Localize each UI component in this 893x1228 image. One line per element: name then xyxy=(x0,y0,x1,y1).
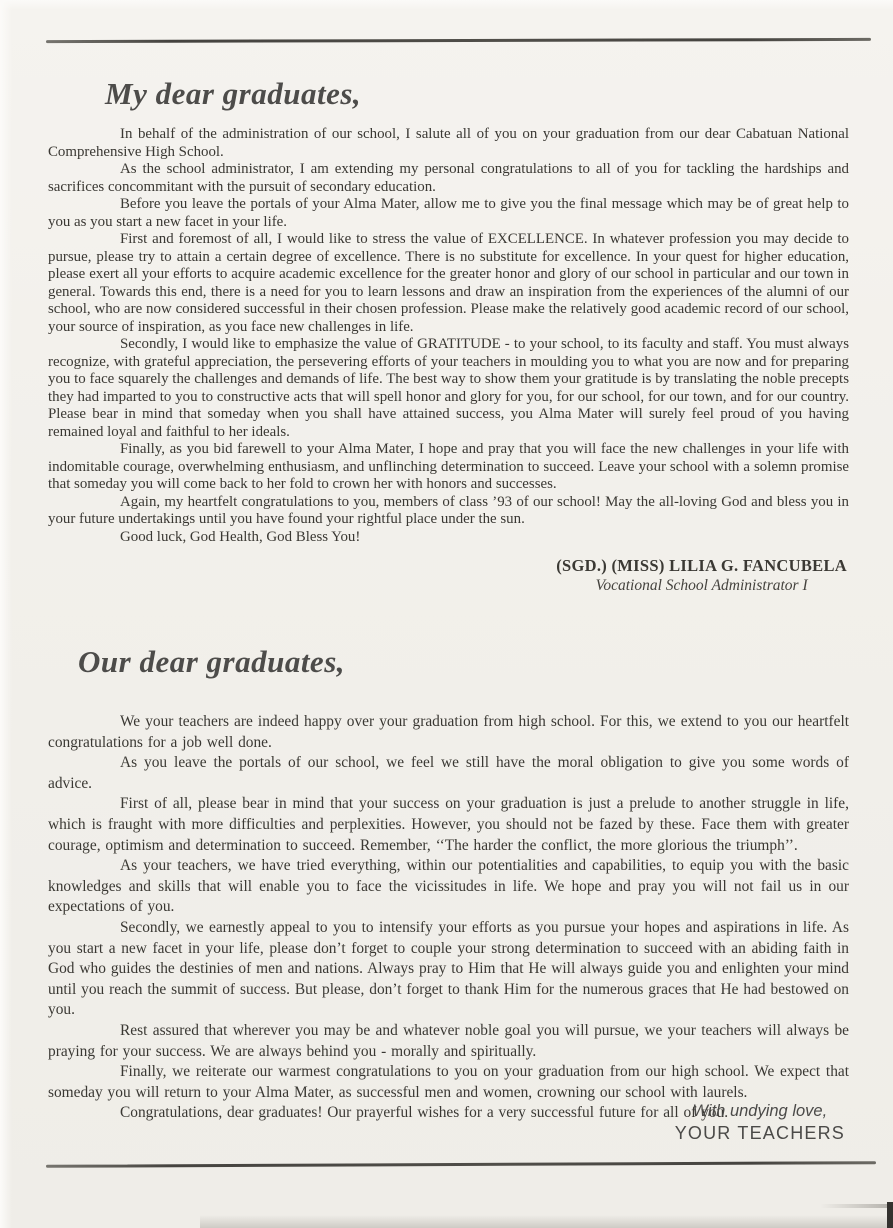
letter-paragraph: First of all, please bear in mind that your success on your graduation is just a prelude to another struggle in life, which is fraught with more difficulties and perplexities. However, you should not be fazed by these. Face them with greater courage, optimism and determination to succeed. Remember, ‘‘The harder the conflict, the more glorious the triumph’’. xyxy=(48,795,849,854)
letter-paragraph: Secondly, I would like to emphasize the value of GRATITUDE - to your school, to its faculty and staff. You must always recognize, with grateful appreciation, the persevering efforts of your teachers in moulding you to what you are now and for preparing you to face squarely the challenges and demands of life. The best way to show them your gratitude is by translating the noble precepts they had imparted to you to constructive acts that will spell honor and glory for you, for our school, for our town, and for our country. Please bear in mind that someday when you shall have attained success, you Alma Mater will surely feel proud of you having remained loyal and faithful to her ideals. xyxy=(48,336,849,440)
letter-paragraph: As you leave the portals of our school, we feel we still have the moral obligation to give you some words of advice. xyxy=(48,754,849,792)
letter-paragraph: Finally, as you bid farewell to your Alma Mater, I hope and pray that you will face the new challenges in your life with indomitable courage, overwhelming enthusiasm, and unflinching determination to succeed. Leave your school with a solemn promise that someday you will come back to her fold to crown her with honors and successes. xyxy=(48,441,849,492)
letter2-body xyxy=(48,712,849,1124)
letter-paragraph: As your teachers, we have tried everything, within our potentialities and capabilities, to equip you with the basic knowledges and skills that will enable you to face the vicissitudes in life. We hope and pray you will not fail us in our expectations of you. xyxy=(48,857,849,916)
scan-corner-mark xyxy=(887,1202,893,1228)
letter-paragraph: In behalf of the administration of our school, I salute all of you on your graduation from our dear Cabatuan National Comprehensive High School. xyxy=(48,126,849,160)
letter-paragraph: Before you leave the portals of your Alma Mater, allow me to give you the final message which may be of great help to you as you start a new facet in your life. xyxy=(48,196,849,230)
scan-edge-highlight xyxy=(0,0,12,1228)
scan-shadow xyxy=(200,1215,893,1228)
letter1-body xyxy=(48,126,849,546)
signature-name: (SGD.) (MISS) LILIA G. FANCUBELA xyxy=(556,556,847,575)
letter-paragraph: First and foremost of all, I would like to stress the value of EXCELLENCE. In whatever profession you may decide to pursue, please try to attain a certain degree of excellence. There is no substitute for excellence. In your quest for higher education, please exert all your efforts to acquire academic excellence for the greater honor and glory of our school in particular and our town in general. Towards this end, there is a need for you to learn lessons and draw an inspiration from the experiences of the alumni of our school, who are now considered successful in their chosen profession. Please make the relatively good academic record of our school, your source of inspiration, as you face new challenges in life. xyxy=(48,231,849,335)
letter-paragraph: Good luck, God Health, God Bless You! xyxy=(120,528,361,545)
letter2-heading: Our dear graduates, xyxy=(78,644,346,679)
letter-paragraph: We your teachers are indeed happy over your graduation from high school. For this, we extend to you our heartfelt congratulations for a job well done. xyxy=(48,713,849,751)
letter-paragraph: Secondly, we earnestly appeal to you to intensify your efforts as you pursue your hopes and aspirations in life. As you start a new facet in your life, please don’t forget to couple your strong determination to succeed with an abiding faith in God who guides the destinies of men and nations. Always pray to Him that He will always guide you and enlighten your mind until you reach the summit of success. But please, don’t forget to thank Him for the numerous graces that He had bestowed on you. xyxy=(48,918,849,1019)
letter-paragraph: Rest assured that wherever you may be and whatever noble goal you will pursue, we your teachers will always be praying for your success. We are always behind you - morally and spiritually. xyxy=(48,1021,849,1060)
closing-signatory: YOUR TEACHERS xyxy=(674,1123,845,1143)
top-divider-rule xyxy=(46,38,871,43)
letter1-heading: My dear graduates, xyxy=(105,76,362,111)
letter-paragraph: Congratulations, dear graduates! Our prayerful wishes for a very successful future for all of you. xyxy=(120,1104,729,1122)
closing-sentiment: With undying love, xyxy=(692,1102,828,1120)
letter1-signature-block xyxy=(556,556,847,595)
scan-edge-highlight-top xyxy=(0,0,893,10)
letter-paragraph: As the school administrator, I am extending my personal congratulations to all of you for tackling the hardships and sacrifices concommitant with the pursuit of secondary education. xyxy=(48,161,849,195)
signature-title: Vocational School Administrator I xyxy=(595,577,808,594)
letter-paragraph: Again, my heartfelt congratulations to you, members of class ’93 of our school! May the all-loving God and bless you in your future undertakings until you have found your rightful place under the sun. xyxy=(48,493,849,527)
letter-paragraph: Finally, we reiterate our warmest congratulations to you on your graduation from our high school. We expect that someday you will return to your Alma Mater, as successful men and women, crowning our school with laurels. xyxy=(48,1063,849,1101)
scan-shadow-line xyxy=(820,1204,893,1208)
bottom-divider-rule xyxy=(46,1161,876,1168)
letter2-closing-block xyxy=(675,1102,845,1144)
